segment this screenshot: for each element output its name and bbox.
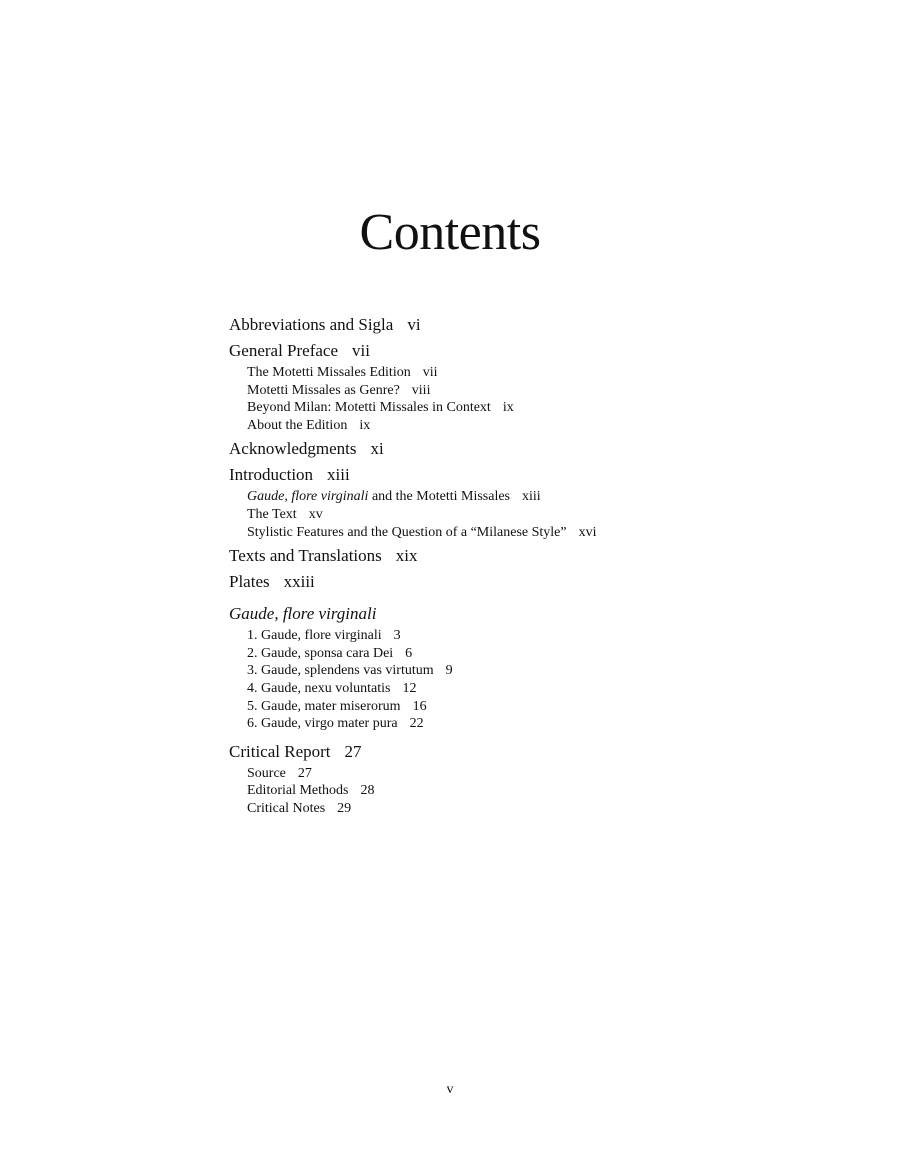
toc-sub-page: xv xyxy=(308,506,323,522)
toc-sub-entry xyxy=(247,627,789,645)
toc-sub-label: The Text xyxy=(247,506,297,522)
toc-sub-label: Critical Notes xyxy=(247,800,326,816)
toc-sub-entry xyxy=(247,506,789,524)
toc-sub-entry xyxy=(247,364,789,382)
toc-sub-label: Stylistic Features and the Question of a “Milanese Style” xyxy=(247,524,567,540)
toc-entry-label: Texts and Translations xyxy=(229,546,382,566)
toc-entry xyxy=(229,601,789,627)
toc-sub-page: 12 xyxy=(402,680,417,696)
toc-sub-label: 3. Gaude, splendens vas virtutum xyxy=(247,663,434,679)
toc-sub-page: 9 xyxy=(445,663,453,679)
toc-sub-page: vii xyxy=(422,365,438,380)
toc-sub-label: 6. Gaude, virgo mater pura xyxy=(247,716,398,732)
toc-sub-label: The Motetti Missales Edition xyxy=(247,365,411,380)
toc-sub-label: 5. Gaude, mater miserorum xyxy=(247,698,401,714)
toc-entry-label: Gaude, flore virginali xyxy=(229,604,377,624)
toc-sub-label: 4. Gaude, nexu voluntatis xyxy=(247,680,391,696)
toc-entry-page: xi xyxy=(370,439,384,459)
toc-sub-page: 27 xyxy=(297,765,312,781)
toc-entry xyxy=(229,543,789,569)
page-number: v xyxy=(446,1082,454,1097)
toc-sub-page: 22 xyxy=(409,716,424,732)
toc-entry xyxy=(229,569,789,595)
toc-sub-entry xyxy=(247,782,789,800)
toc-sub-entry xyxy=(247,524,789,542)
toc-entry-page: 27 xyxy=(344,741,362,761)
toc-section-acknowledgments xyxy=(229,436,789,462)
toc-section-texts-translations xyxy=(229,543,789,569)
toc-sub-page: ix xyxy=(502,400,514,416)
toc-sub-label: Motetti Missales as Genre? xyxy=(247,382,400,398)
toc-sub-entry xyxy=(247,765,789,783)
toc-entry-page: vii xyxy=(352,341,370,360)
toc-sub-entry xyxy=(247,680,789,698)
toc-sub-list xyxy=(247,488,789,541)
toc-sub-page: 3 xyxy=(393,628,401,644)
toc-sub-page: 16 xyxy=(412,698,427,714)
toc-section-critical-report xyxy=(229,739,789,818)
toc-entry-label: Critical Report xyxy=(229,741,331,761)
toc-sub-list xyxy=(247,765,789,818)
toc-entry xyxy=(229,462,789,488)
toc-entry xyxy=(229,436,789,462)
toc-entry-page: xxiii xyxy=(283,572,315,592)
toc-entry-label: Introduction xyxy=(229,465,314,485)
toc-entry-page: xiii xyxy=(327,465,350,485)
toc-entry-label: General Preface xyxy=(229,341,339,360)
toc-sub-label: Editorial Methods xyxy=(247,783,349,799)
toc-entry-page: xix xyxy=(395,546,418,566)
toc-entry-label: Plates xyxy=(229,572,270,592)
toc-sub-label: Source xyxy=(247,765,286,781)
toc-sub-page: xiii xyxy=(522,489,541,505)
toc-sub-entry xyxy=(247,399,789,417)
toc-sub-italic-title: Gaude, flore virginali xyxy=(247,489,369,505)
toc-entry-label: Abbreviations and Sigla xyxy=(229,315,394,334)
toc-sub-entry xyxy=(247,662,789,680)
toc-entry xyxy=(229,739,789,765)
toc-sub-entry xyxy=(247,715,789,733)
toc-sub-list xyxy=(247,627,789,733)
toc-section-plates xyxy=(229,569,789,595)
table-of-contents xyxy=(229,312,789,820)
toc-entry xyxy=(229,338,789,364)
toc-sub-entry xyxy=(247,488,789,506)
toc-sub-page: 28 xyxy=(360,783,375,799)
toc-sub-label: Beyond Milan: Motetti Missales in Context xyxy=(247,400,491,416)
toc-section-general-preface xyxy=(229,338,789,434)
toc-sub-label: and the Motetti Missales xyxy=(368,489,510,505)
toc-sub-entry xyxy=(247,800,789,818)
toc-section-abbreviations xyxy=(229,312,789,338)
toc-section-gaude-flore-virginali xyxy=(229,601,789,733)
toc-sub-entry xyxy=(247,382,789,400)
toc-entry xyxy=(229,312,789,338)
toc-sub-page: ix xyxy=(359,417,371,433)
toc-sub-page: xvi xyxy=(578,524,597,540)
toc-sub-entry xyxy=(247,645,789,663)
toc-section-introduction xyxy=(229,462,789,541)
toc-entry-page: vi xyxy=(407,315,421,334)
toc-sub-label: 1. Gaude, flore virginali xyxy=(247,628,382,644)
toc-entry-label: Acknowledgments xyxy=(229,439,357,459)
toc-sub-entry xyxy=(247,698,789,716)
toc-sub-page: 29 xyxy=(337,800,352,816)
toc-sub-page: 6 xyxy=(405,645,413,661)
page-title: Contents xyxy=(359,204,541,261)
toc-sub-label: About the Edition xyxy=(247,417,348,433)
toc-sub-label: 2. Gaude, sponsa cara Dei xyxy=(247,645,394,661)
toc-sub-entry xyxy=(247,417,789,435)
toc-sub-list xyxy=(247,364,789,434)
toc-sub-page: viii xyxy=(411,382,431,398)
